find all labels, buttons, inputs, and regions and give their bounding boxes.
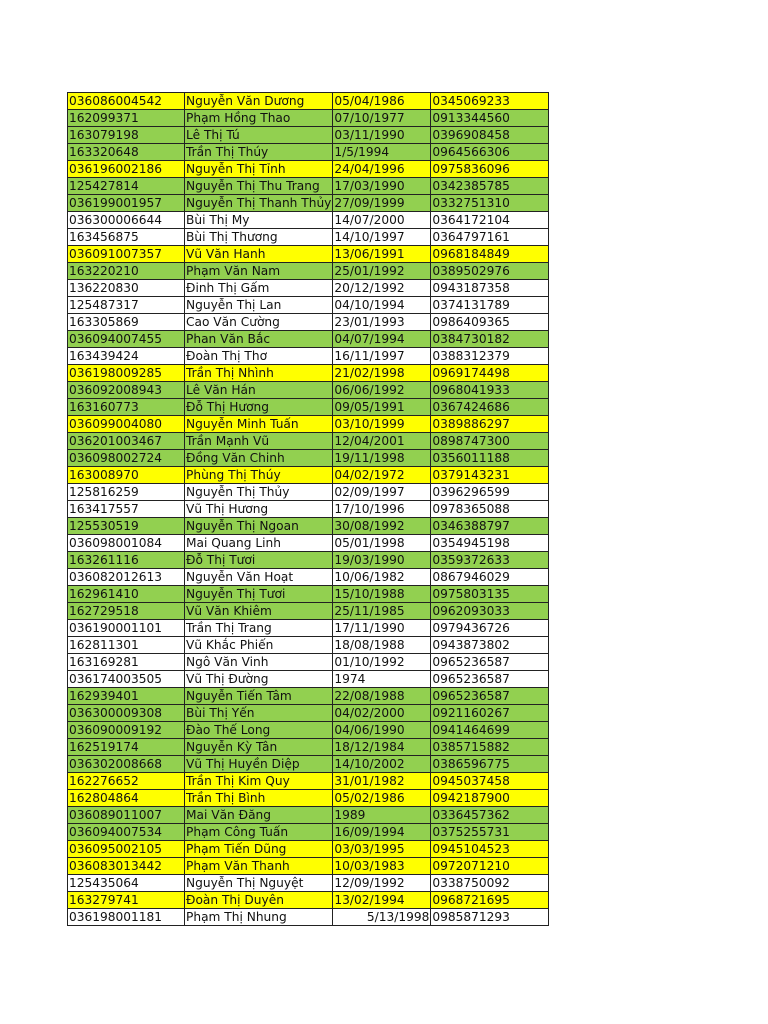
name-cell[interactable]: Đỗ Thị Hương xyxy=(185,399,333,416)
table-row xyxy=(68,909,549,926)
id-cell[interactable]: 125816259 xyxy=(68,484,185,501)
phone-cell[interactable]: 0384730182 xyxy=(431,331,549,348)
table-row xyxy=(68,671,549,688)
table-row xyxy=(68,586,549,603)
id-cell[interactable]: 125530519 xyxy=(68,518,185,535)
phone-cell[interactable]: 0945037458 xyxy=(431,773,549,790)
name-cell[interactable]: Nguyễn Thị Nguyệt xyxy=(185,875,333,892)
phone-cell[interactable]: 0986409365 xyxy=(431,314,549,331)
dob-cell[interactable]: 13/06/1991 xyxy=(333,246,431,263)
dob-cell[interactable]: 01/10/1992 xyxy=(333,654,431,671)
phone-cell[interactable]: 0943187358 xyxy=(431,280,549,297)
table-row xyxy=(68,637,549,654)
dob-cell[interactable]: 14/07/2000 xyxy=(333,212,431,229)
id-cell[interactable]: 036198009285 xyxy=(68,365,185,382)
phone-cell[interactable]: 0985871293 xyxy=(431,909,549,926)
id-cell[interactable]: 036089011007 xyxy=(68,807,185,824)
dob-cell[interactable]: 04/02/2000 xyxy=(333,705,431,722)
dob-cell[interactable]: 21/02/1998 xyxy=(333,365,431,382)
name-cell[interactable]: Đinh Thị Gấm xyxy=(185,280,333,297)
name-cell[interactable]: Phan Văn Bắc xyxy=(185,331,333,348)
phone-cell[interactable]: 0867946029 xyxy=(431,569,549,586)
name-cell[interactable]: Lê Thị Tú xyxy=(185,127,333,144)
table-row xyxy=(68,824,549,841)
table-row xyxy=(68,858,549,875)
phone-cell[interactable]: 0354945198 xyxy=(431,535,549,552)
id-cell[interactable]: 125487317 xyxy=(68,297,185,314)
dob-cell[interactable]: 05/04/1986 xyxy=(333,93,431,110)
name-cell[interactable]: Nguyễn Kỳ Tân xyxy=(185,739,333,756)
phone-cell[interactable]: 0921160267 xyxy=(431,705,549,722)
table-row xyxy=(68,161,549,178)
phone-cell[interactable]: 0338750092 xyxy=(431,875,549,892)
dob-cell[interactable]: 12/04/2001 xyxy=(333,433,431,450)
table-row xyxy=(68,297,549,314)
phone-cell[interactable]: 0941464699 xyxy=(431,722,549,739)
phone-cell[interactable]: 0367424686 xyxy=(431,399,549,416)
phone-cell[interactable]: 0346388797 xyxy=(431,518,549,535)
table-row xyxy=(68,280,549,297)
phone-cell[interactable]: 0385715882 xyxy=(431,739,549,756)
dob-cell[interactable]: 04/10/1994 xyxy=(333,297,431,314)
name-cell[interactable]: Nguyễn Tiến Tâm xyxy=(185,688,333,705)
id-cell[interactable]: 036098002724 xyxy=(68,450,185,467)
name-cell[interactable]: Nguyễn Thị Thủy xyxy=(185,484,333,501)
name-cell[interactable]: Nguyễn Thị Thanh Thủy xyxy=(186,196,332,210)
phone-cell[interactable]: 0965236587 xyxy=(431,671,549,688)
name-cell[interactable]: Phùng Thị Thúy xyxy=(185,467,333,484)
dob-cell[interactable]: 10/03/1983 xyxy=(333,858,431,875)
table-row xyxy=(68,314,549,331)
id-cell[interactable]: 036083013442 xyxy=(68,858,185,875)
name-cell[interactable]: Trần Thị Trang xyxy=(185,620,333,637)
table-row xyxy=(68,484,549,501)
dob-cell[interactable]: 03/10/1999 xyxy=(333,416,431,433)
table-row xyxy=(68,722,549,739)
id-cell[interactable]: 163160773 xyxy=(68,399,185,416)
id-cell[interactable]: 162939401 xyxy=(68,688,185,705)
spreadsheet-body xyxy=(68,93,549,926)
dob-cell[interactable]: 06/06/1992 xyxy=(333,382,431,399)
id-cell[interactable]: 163305869 xyxy=(68,314,185,331)
table-row xyxy=(68,365,549,382)
phone-cell[interactable]: 0898747300 xyxy=(431,433,549,450)
phone-cell[interactable]: 0943873802 xyxy=(431,637,549,654)
dob-cell[interactable]: 14/10/2002 xyxy=(333,756,431,773)
id-cell[interactable]: 163220210 xyxy=(68,263,185,280)
name-cell[interactable]: Đoàn Thị Duyên xyxy=(185,892,333,909)
id-cell[interactable]: 036098001084 xyxy=(68,535,185,552)
id-cell[interactable]: 036302008668 xyxy=(68,756,185,773)
name-cell[interactable]: Vũ Thị Huyền Diệp xyxy=(185,756,333,773)
table-row xyxy=(68,790,549,807)
table-row xyxy=(68,195,549,212)
dob-cell[interactable]: 1/5/1994 xyxy=(333,144,431,161)
dob-cell[interactable]: 02/09/1997 xyxy=(333,484,431,501)
table-row xyxy=(68,705,549,722)
id-cell[interactable]: 163279741 xyxy=(68,892,185,909)
phone-cell[interactable]: 0356011188 xyxy=(431,450,549,467)
id-cell[interactable]: 163320648 xyxy=(68,144,185,161)
phone-cell[interactable]: 0965236587 xyxy=(431,654,549,671)
name-cell[interactable]: Ngô Văn Vinh xyxy=(185,654,333,671)
dob-cell[interactable]: 16/11/1997 xyxy=(333,348,431,365)
id-cell[interactable]: 162519174 xyxy=(68,739,185,756)
table-row xyxy=(68,756,549,773)
phone-cell[interactable]: 0968721695 xyxy=(431,892,549,909)
id-cell[interactable]: 162811301 xyxy=(68,637,185,654)
id-cell[interactable]: 036082012613 xyxy=(68,569,185,586)
dob-cell[interactable]: 23/01/1993 xyxy=(333,314,431,331)
name-cell[interactable]: Nguyễn Thị Tỉnh xyxy=(185,161,333,178)
table-row xyxy=(68,263,549,280)
name-cell[interactable]: Cao Văn Cường xyxy=(185,314,333,331)
phone-cell[interactable]: 0978365088 xyxy=(431,501,549,518)
table-row xyxy=(68,433,549,450)
phone-cell[interactable]: 0389886297 xyxy=(431,416,549,433)
spreadsheet-table xyxy=(67,92,549,926)
dob-cell[interactable]: 14/10/1997 xyxy=(333,229,431,246)
table-row xyxy=(68,382,549,399)
id-cell[interactable]: 036190001101 xyxy=(68,620,185,637)
table-row xyxy=(68,110,549,127)
id-cell[interactable]: 125427814 xyxy=(68,178,185,195)
phone-cell[interactable]: 0396296599 xyxy=(431,484,549,501)
id-cell[interactable]: 136220830 xyxy=(68,280,185,297)
id-cell[interactable]: 036199001957 xyxy=(68,195,185,212)
phone-cell[interactable]: 0945104523 xyxy=(431,841,549,858)
table-row xyxy=(68,467,549,484)
phone-cell[interactable]: 0975836096 xyxy=(431,161,549,178)
id-cell[interactable]: 163456875 xyxy=(68,229,185,246)
dob-cell[interactable]: 03/03/1995 xyxy=(333,841,431,858)
dob-cell[interactable]: 25/11/1985 xyxy=(333,603,431,620)
id-cell[interactable]: 036300009308 xyxy=(68,705,185,722)
table-row xyxy=(68,348,549,365)
id-cell[interactable]: 036090009192 xyxy=(68,722,185,739)
dob-cell[interactable]: 17/10/1996 xyxy=(333,501,431,518)
dob-cell[interactable]: 27/09/1999 xyxy=(333,195,431,212)
phone-cell[interactable]: 0375255731 xyxy=(431,824,549,841)
dob-cell[interactable]: 10/06/1982 xyxy=(333,569,431,586)
phone-cell[interactable]: 0965236587 xyxy=(431,688,549,705)
table-row xyxy=(68,399,549,416)
dob-cell[interactable]: 03/11/1990 xyxy=(333,127,431,144)
id-cell[interactable]: 162276652 xyxy=(68,773,185,790)
id-cell[interactable]: 036094007455 xyxy=(68,331,185,348)
name-cell[interactable]: Nguyễn Văn Hoạt xyxy=(185,569,333,586)
id-cell[interactable]: 163169281 xyxy=(68,654,185,671)
table-row xyxy=(68,229,549,246)
id-cell[interactable]: 036095002105 xyxy=(68,841,185,858)
name-cell[interactable]: Nguyễn Thị Ngoan xyxy=(185,518,333,535)
name-cell[interactable]: Trần Thị Nhình xyxy=(185,365,333,382)
dob-cell[interactable]: 1989 xyxy=(333,807,431,824)
id-cell[interactable]: 036300006644 xyxy=(68,212,185,229)
table-row xyxy=(68,178,549,195)
table-row xyxy=(68,127,549,144)
name-cell[interactable]: Vũ Thị Hương xyxy=(185,501,333,518)
table-row xyxy=(68,246,549,263)
table-row xyxy=(68,416,549,433)
name-cell[interactable]: Phạm Văn Nam xyxy=(185,263,333,280)
phone-cell[interactable]: 0962093033 xyxy=(431,603,549,620)
phone-cell[interactable]: 0332751310 xyxy=(431,195,549,212)
name-cell[interactable]: Mai Quang Linh xyxy=(185,535,333,552)
phone-cell[interactable]: 0979436726 xyxy=(431,620,549,637)
table-row xyxy=(68,773,549,790)
id-cell[interactable]: 125435064 xyxy=(68,875,185,892)
table-row xyxy=(68,892,549,909)
name-cell[interactable]: Trần Thị Bình xyxy=(185,790,333,807)
phone-cell[interactable]: 0364797161 xyxy=(431,229,549,246)
dob-cell[interactable]: 24/04/1996 xyxy=(333,161,431,178)
id-cell[interactable]: 036099004080 xyxy=(68,416,185,433)
phone-cell[interactable]: 0942187900 xyxy=(431,790,549,807)
name-cell[interactable]: Phạm Hồng Thao xyxy=(185,110,333,127)
table-row xyxy=(68,603,549,620)
dob-cell[interactable]: 25/01/1992 xyxy=(333,263,431,280)
dob-cell[interactable]: 04/07/1994 xyxy=(333,331,431,348)
name-cell[interactable]: Phạm Văn Thanh xyxy=(185,858,333,875)
id-cell[interactable]: 036091007357 xyxy=(68,246,185,263)
phone-cell[interactable]: 0913344560 xyxy=(431,110,549,127)
table-row xyxy=(68,331,549,348)
name-cell[interactable]: Trần Thị Kim Quy xyxy=(185,773,333,790)
phone-cell[interactable]: 0345069233 xyxy=(431,93,549,110)
id-cell[interactable]: 036201003467 xyxy=(68,433,185,450)
dob-cell[interactable]: 15/10/1988 xyxy=(333,586,431,603)
name-cell[interactable]: Bùi Thị My xyxy=(185,212,333,229)
phone-cell[interactable]: 0396908458 xyxy=(431,127,549,144)
id-cell[interactable]: 036086004542 xyxy=(68,93,185,110)
dob-cell[interactable]: 18/08/1988 xyxy=(333,637,431,654)
name-cell[interactable]: Phạm Công Tuấn xyxy=(185,824,333,841)
id-cell[interactable]: 162961410 xyxy=(68,586,185,603)
id-cell[interactable]: 163261116 xyxy=(68,552,185,569)
phone-cell[interactable]: 0975803135 xyxy=(431,586,549,603)
name-cell[interactable]: Nguyễn Thị Tươi xyxy=(185,586,333,603)
name-cell[interactable]: Nguyễn Thị Lan xyxy=(185,297,333,314)
phone-cell[interactable]: 0968184849 xyxy=(431,246,549,263)
dob-cell[interactable]: 20/12/1992 xyxy=(333,280,431,297)
dob-cell[interactable]: 16/09/1994 xyxy=(333,824,431,841)
phone-cell[interactable]: 0364172104 xyxy=(431,212,549,229)
dob-cell[interactable]: 22/08/1988 xyxy=(333,688,431,705)
name-cell[interactable]: Bùi Thị Thương xyxy=(185,229,333,246)
dob-cell[interactable]: 09/05/1991 xyxy=(333,399,431,416)
name-cell[interactable]: Vũ Thị Đường xyxy=(185,671,333,688)
name-cell[interactable]: Mai Văn Đăng xyxy=(185,807,333,824)
name-cell[interactable]: Vũ Văn Hanh xyxy=(185,246,333,263)
dob-cell[interactable]: 07/10/1977 xyxy=(333,110,431,127)
name-cell[interactable]: Nguyễn Minh Tuấn xyxy=(185,416,333,433)
table-row xyxy=(68,518,549,535)
table-row xyxy=(68,875,549,892)
name-cell[interactable]: Đỗ Thị Tươi xyxy=(185,552,333,569)
dob-cell[interactable]: 5/13/1998 xyxy=(333,909,431,926)
name-cell[interactable]: Lê Văn Hán xyxy=(185,382,333,399)
id-cell[interactable]: 036198001181 xyxy=(68,909,185,926)
id-cell[interactable]: 036174003505 xyxy=(68,671,185,688)
table-row xyxy=(68,841,549,858)
table-row xyxy=(68,807,549,824)
phone-cell[interactable]: 0968041933 xyxy=(431,382,549,399)
dob-cell[interactable]: 04/06/1990 xyxy=(333,722,431,739)
name-cell[interactable]: Vũ Văn Khiêm xyxy=(185,603,333,620)
phone-cell[interactable]: 0336457362 xyxy=(431,807,549,824)
phone-cell[interactable]: 0964566306 xyxy=(431,144,549,161)
name-cell[interactable]: Đào Thế Long xyxy=(185,722,333,739)
name-cell[interactable]: Đồng Văn Chinh xyxy=(185,450,333,467)
phone-cell[interactable]: 0374131789 xyxy=(431,297,549,314)
dob-cell[interactable]: 05/02/1986 xyxy=(333,790,431,807)
phone-cell[interactable]: 0386596775 xyxy=(431,756,549,773)
dob-cell[interactable]: 30/08/1992 xyxy=(333,518,431,535)
name-cell[interactable]: Phạm Tiến Dũng xyxy=(185,841,333,858)
id-cell[interactable]: 163079198 xyxy=(68,127,185,144)
name-cell[interactable]: Trần Thị Thúy xyxy=(185,144,333,161)
dob-cell[interactable]: 17/11/1990 xyxy=(333,620,431,637)
id-cell[interactable]: 036092008943 xyxy=(68,382,185,399)
table-row xyxy=(68,144,549,161)
phone-cell[interactable]: 0342385785 xyxy=(431,178,549,195)
name-cell[interactable]: Nguyễn Thị Thu Trang xyxy=(185,178,333,195)
id-cell[interactable]: 163439424 xyxy=(68,348,185,365)
table-row xyxy=(68,552,549,569)
name-cell[interactable]: Vũ Khắc Phiến xyxy=(185,637,333,654)
id-cell[interactable]: 163008970 xyxy=(68,467,185,484)
id-cell[interactable]: 163417557 xyxy=(68,501,185,518)
dob-cell[interactable]: 13/02/1994 xyxy=(333,892,431,909)
table-row xyxy=(68,569,549,586)
id-cell[interactable]: 162099371 xyxy=(68,110,185,127)
dob-cell[interactable]: 19/03/1990 xyxy=(333,552,431,569)
dob-cell[interactable]: 19/11/1998 xyxy=(333,450,431,467)
table-row xyxy=(68,93,549,110)
table-row xyxy=(68,654,549,671)
name-cell[interactable]: Nguyễn Văn Dương xyxy=(185,93,333,110)
table-row xyxy=(68,501,549,518)
name-cell[interactable]: Phạm Thị Nhung xyxy=(185,909,333,926)
table-row xyxy=(68,212,549,229)
name-cell[interactable]: Bùi Thị Yến xyxy=(185,705,333,722)
phone-cell[interactable]: 0359372633 xyxy=(431,552,549,569)
table-row xyxy=(68,535,549,552)
dob-cell[interactable]: 1974 xyxy=(333,671,431,688)
dob-cell[interactable]: 05/01/1998 xyxy=(333,535,431,552)
dob-cell[interactable]: 31/01/1982 xyxy=(333,773,431,790)
dob-cell[interactable]: 12/09/1992 xyxy=(333,875,431,892)
table-row xyxy=(68,688,549,705)
phone-cell[interactable]: 0389502976 xyxy=(431,263,549,280)
phone-cell[interactable]: 0379143231 xyxy=(431,467,549,484)
dob-cell[interactable]: 04/02/1972 xyxy=(333,467,431,484)
name-cell[interactable]: Đoàn Thị Thơ xyxy=(185,348,333,365)
id-cell[interactable]: 036094007534 xyxy=(68,824,185,841)
phone-cell[interactable]: 0969174498 xyxy=(431,365,549,382)
name-cell[interactable]: Trần Mạnh Vũ xyxy=(185,433,333,450)
table-row xyxy=(68,739,549,756)
id-cell[interactable]: 036196002186 xyxy=(68,161,185,178)
phone-cell[interactable]: 0972071210 xyxy=(431,858,549,875)
dob-cell[interactable]: 18/12/1984 xyxy=(333,739,431,756)
id-cell[interactable]: 162729518 xyxy=(68,603,185,620)
table-row xyxy=(68,450,549,467)
phone-cell[interactable]: 0388312379 xyxy=(431,348,549,365)
dob-cell[interactable]: 17/03/1990 xyxy=(333,178,431,195)
table-row xyxy=(68,620,549,637)
id-cell[interactable]: 162804864 xyxy=(68,790,185,807)
